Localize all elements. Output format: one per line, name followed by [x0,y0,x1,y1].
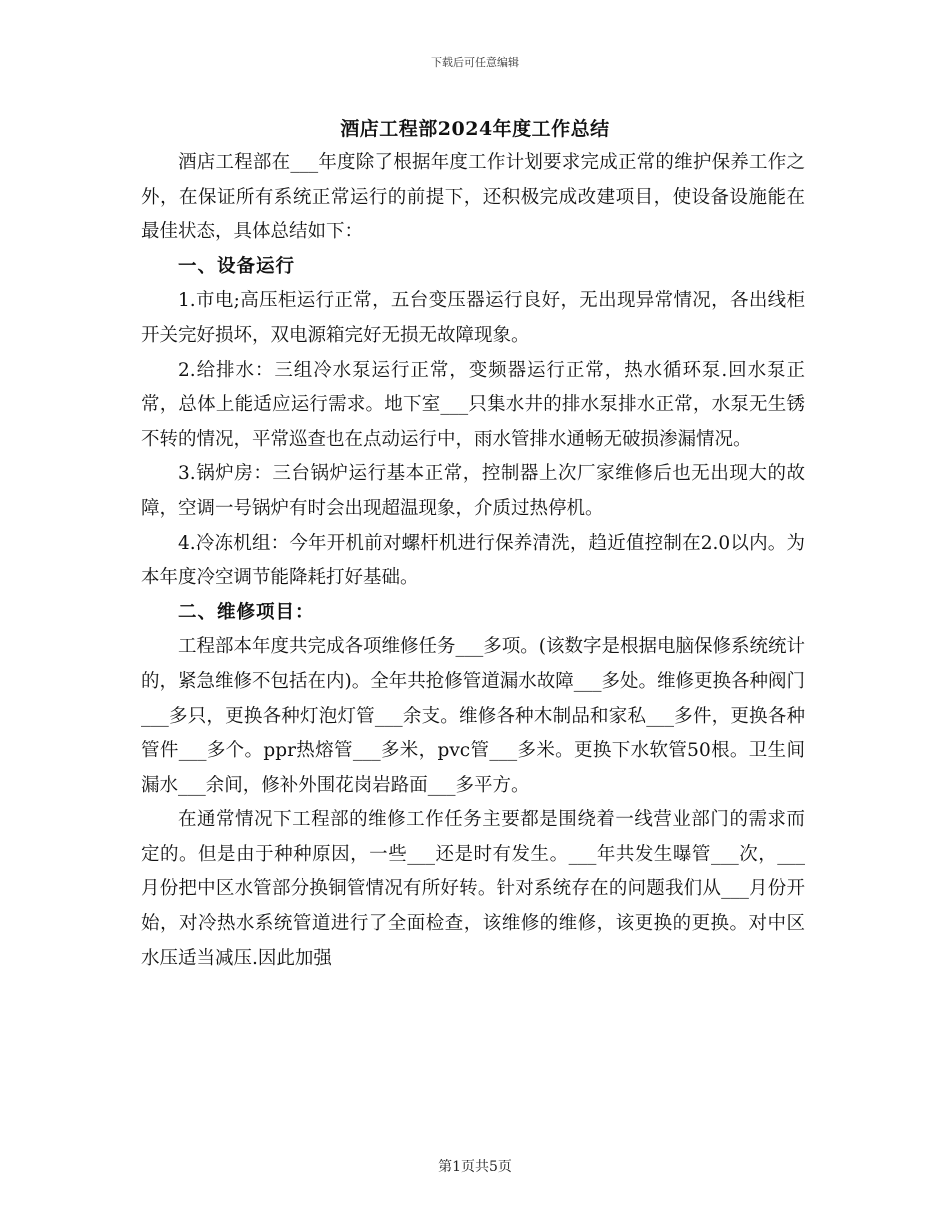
paragraph-intro: 酒店工程部在___年度除了根据年度工作计划要求完成正常的维护保养工作之外，在保证所有系统正常运行的前提下，还积极完成改建项目，使设备设施能在最佳状态，具体总结如下： [141,152,805,243]
paragraph-chiller: 4.冷冻机组：今年开机前对螺杆机进行保养清洗，趋近值控制在2.0以内。为本年度冷空调节能降耗打好基础。 [141,532,805,589]
paragraph-boiler: 3.锅炉房：三台锅炉运行基本正常，控制器上次厂家维修后也无出现大的故障，空调一号锅炉有时会出现超温现象，介质过热停机。 [141,463,805,519]
paragraph-power: 1.市电;高压柜运行正常，五台变压器运行良好，无出现异常情况，各出线柜开关完好损坏，双电源箱完好无损无故障现象。 [141,290,805,346]
section-heading-maintenance: 二、维修项目： [178,601,315,623]
paragraph-water: 2.给排水：三组冷水泵运行正常，变频器运行正常，热水循环泵.回水泵正常，总体上能适应运行需求。地下室___只集水井的排水泵排水正常，水泵无生锈不转的情况，平常巡查也在点动运行中，雨水管排水通畅无破损渗漏情况。 [141,359,805,450]
page-footer: 第1页共5页 [438,1159,512,1175]
paragraph-maintenance-detail: 在通常情况下工程部的维修工作任务主要都是围绕着一线营业部门的需求而定的。但是由于种种原因，一些___还是时有发生。___年共发生曝管___次，___月份把中区水管部分换铜管情况有所好转。针对系统存在的问题我们从___月份开始，对冷热水系统管道进行了全面检查，该维修的维修，该更换的更换。对中区水压适当减压.因此加强 [141,809,805,969]
section-heading-equipment: 一、设备运行 [178,255,296,277]
document-body [141,146,805,976]
document-title: 酒店工程部2024年度工作总结 [340,118,610,140]
header-note: 下载后可任意编辑 [431,56,519,69]
paragraph-maintenance-stats: 工程部本年度共完成各项维修任务___多项。(该数字是根据电脑保修系统统计的，紧急维修不包括在内)。全年共抢修管道漏水故障___多处。维修更换各种阀门___多只，更换各种灯泡灯管___余支。维修各种木制品和家私___多件，更换各种管件___多个。ppr热熔管___多米，pvc管___多米。更换下水软管50根。卫生间漏水___余间，修补外围花岗岩路面___多平方。 [141,636,805,796]
